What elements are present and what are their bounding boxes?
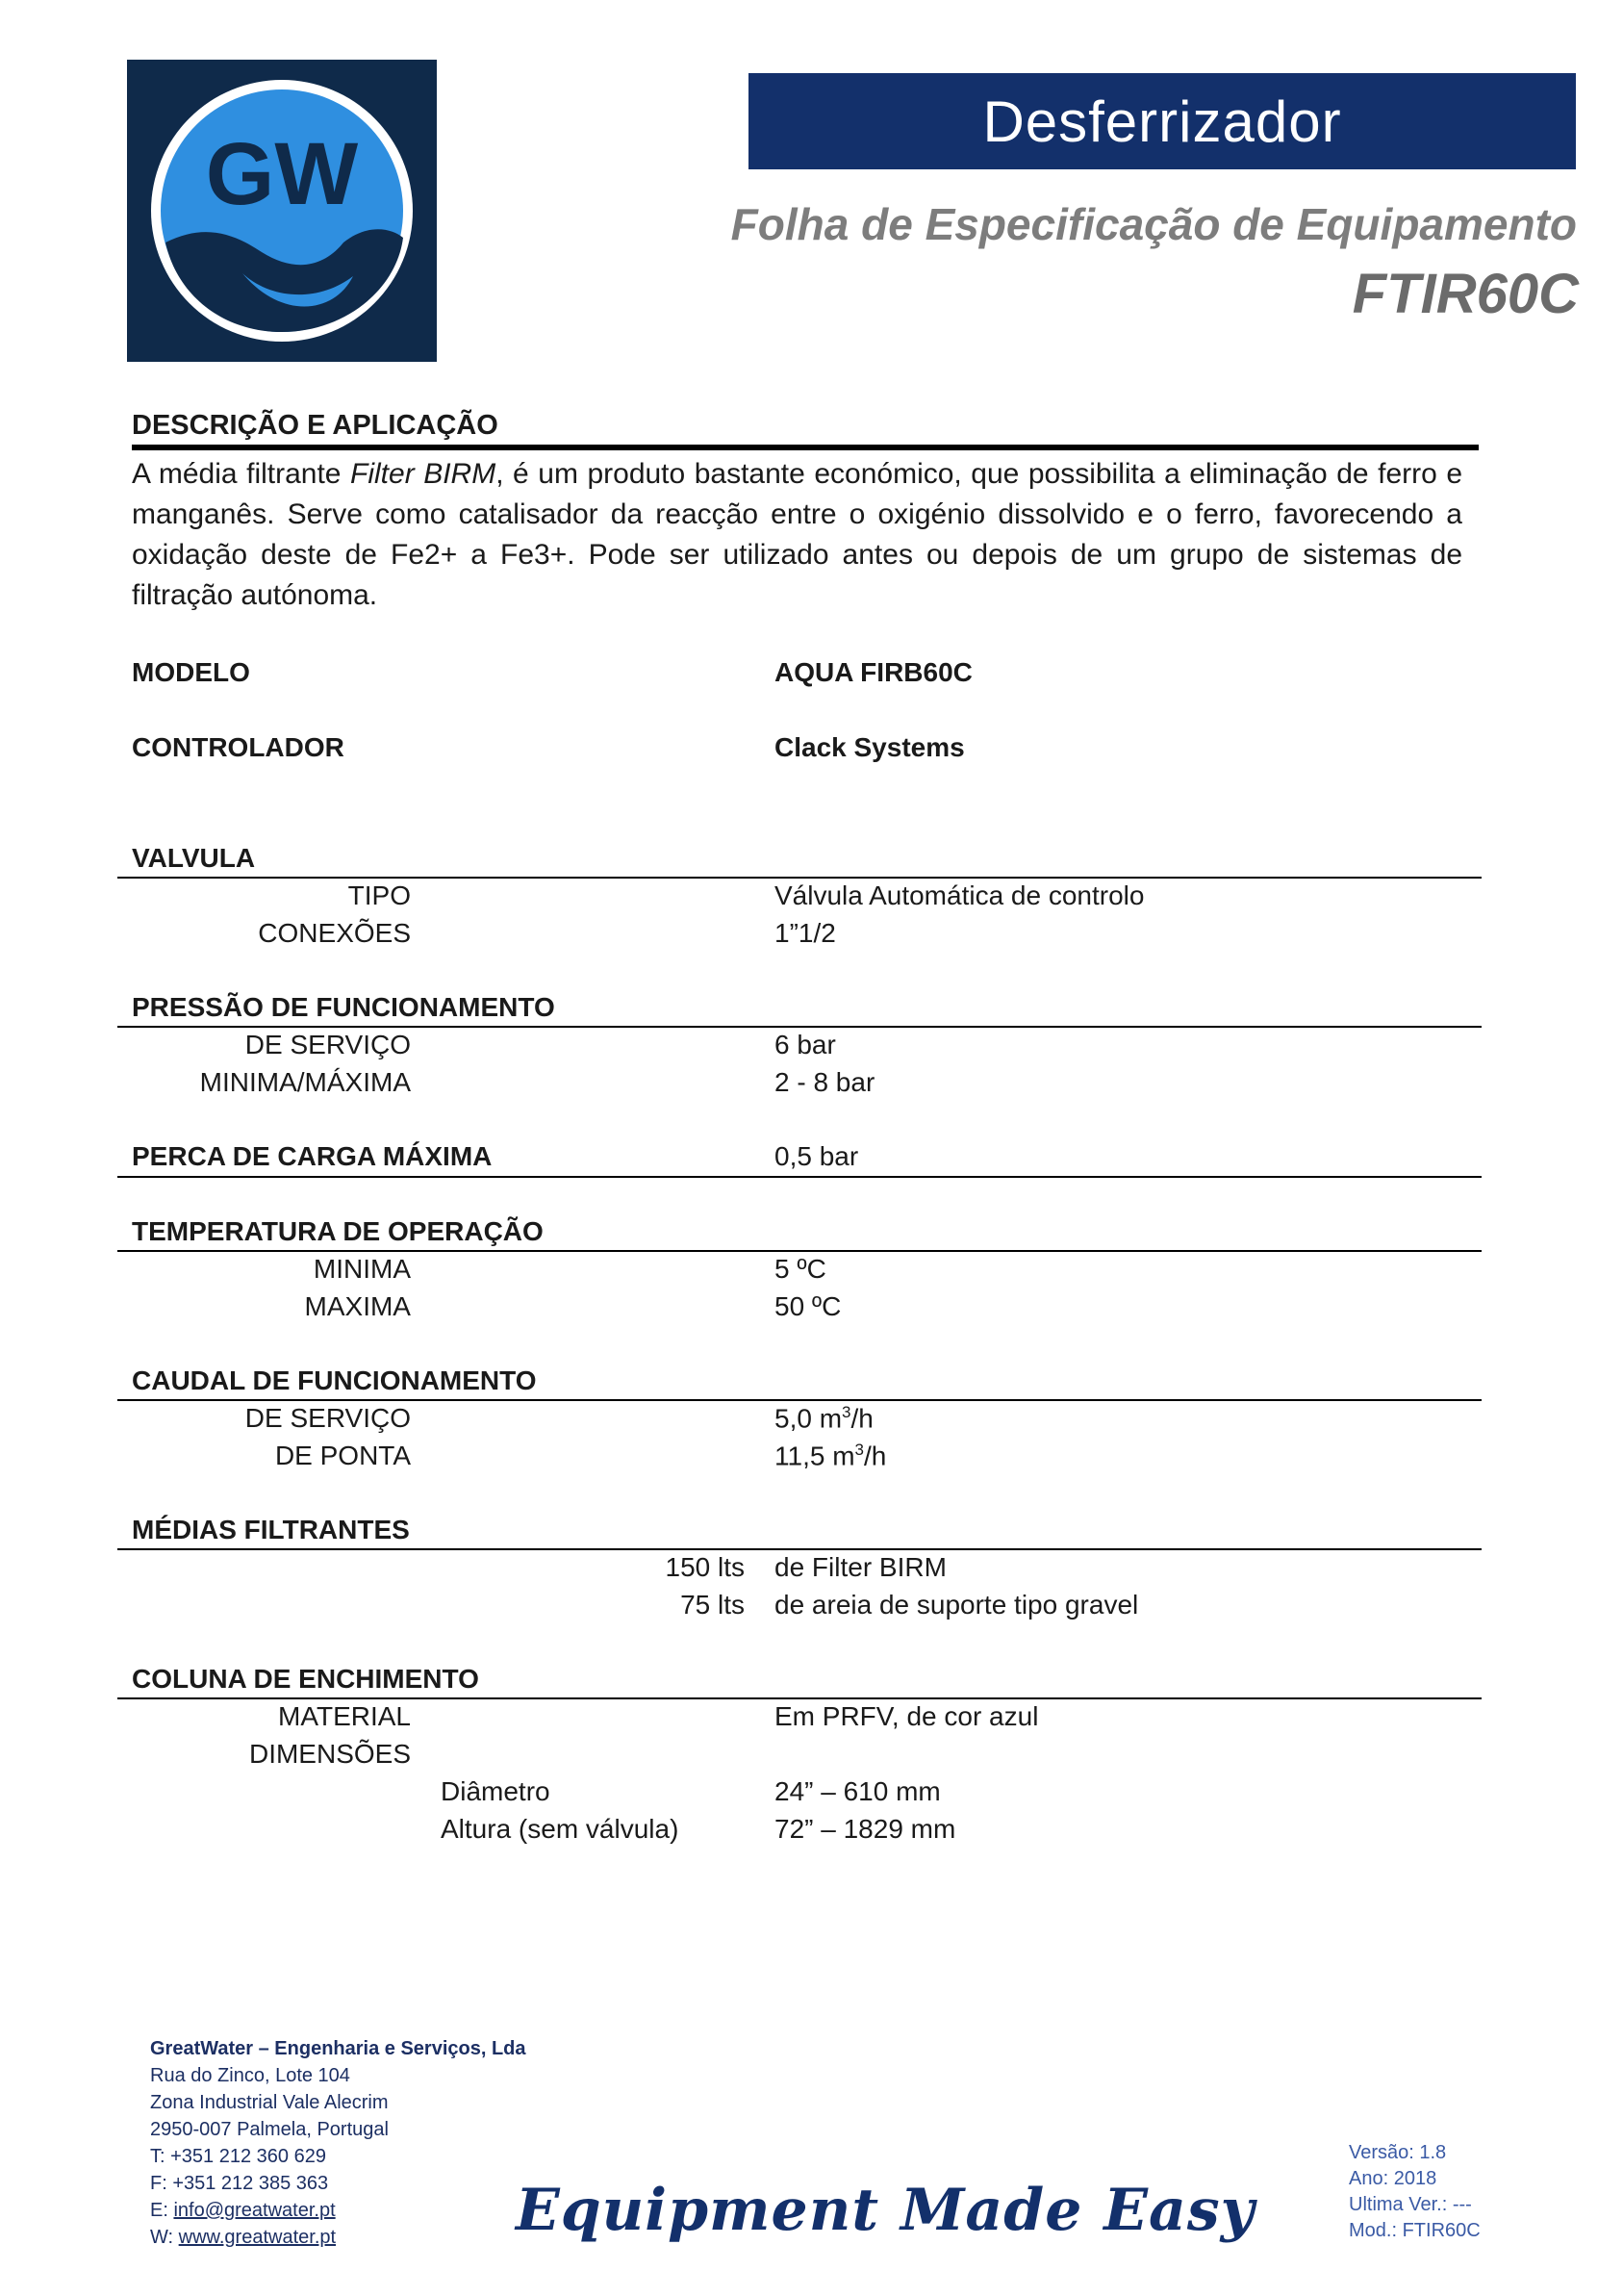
temperature-section-title: TEMPERATURA DE OPERAÇÃO: [132, 1216, 544, 1246]
section-divider: [117, 1250, 1482, 1252]
footer-email-label: E:: [150, 2200, 174, 2221]
email-link[interactable]: info@greatwater.pt: [173, 2200, 336, 2221]
controller-label: CONTROLADOR: [132, 732, 344, 762]
column-height-label: Altura (sem válvula): [441, 1814, 679, 1844]
section-divider: [117, 1548, 1482, 1550]
media-name-birm: de Filter BIRM: [774, 1552, 947, 1582]
column-height-value: 72” – 1829 mm: [774, 1814, 956, 1844]
pressure-section-title: PRESSÃO DE FUNCIONAMENTO: [132, 992, 555, 1022]
temperature-min-value: 5 ºC: [774, 1254, 826, 1284]
column-material-value: Em PRFV, de cor azul: [774, 1701, 1039, 1731]
document-version: Versão: 1.8: [1349, 2142, 1447, 2163]
valve-type-label: TIPO: [347, 880, 411, 910]
pressure-range-value: 2 - 8 bar: [774, 1067, 875, 1097]
media-qty-gravel: 75 lts: [680, 1590, 745, 1620]
footer-web-label: W:: [150, 2227, 179, 2248]
flow-service-value: [774, 1403, 874, 1434]
document-model-ref: Mod.: FTIR60C: [1349, 2220, 1481, 2241]
footer-address-line3: 2950-007 Palmela, Portugal: [150, 2119, 389, 2140]
media-name-gravel: de areia de suporte tipo gravel: [774, 1590, 1139, 1620]
head-loss-value: 0,5 bar: [774, 1141, 859, 1171]
flow-unit-suffix: /h: [864, 1441, 887, 1471]
description-text-end: , é um produto bastante económico, que possibilita a eliminação de ferro e manganês. Serve como catalisador da reacção entre o oxigénio dissolvido e o ferro, favorecendo a oxidação deste de Fe2+ a Fe3+. Pode ser utilizado antes ou depois de um grupo de sistemas de filtração autónoma.: [132, 458, 1463, 611]
flow-service-label: DE SERVIÇO: [244, 1403, 411, 1433]
flow-peak-value: [774, 1441, 886, 1471]
column-dimensions-label: DIMENSÕES: [248, 1739, 411, 1769]
model-label: MODELO: [132, 657, 250, 687]
column-material-label: MATERIAL: [278, 1701, 411, 1731]
description-text: [132, 454, 1462, 616]
section-divider: [117, 877, 1482, 879]
footer-address-line2: Zona Industrial Vale Alecrim: [150, 2092, 389, 2113]
media-section-title: MÉDIAS FILTRANTES: [132, 1515, 410, 1544]
section-divider: [117, 1697, 1482, 1699]
column-section-title: COLUNA DE ENCHIMENTO: [132, 1664, 479, 1694]
pressure-service-label: DE SERVIÇO: [244, 1030, 411, 1059]
slogan: Equipment Made Easy: [516, 2177, 1255, 2244]
description-divider: [132, 445, 1479, 450]
flow-service-number: 5,0: [774, 1403, 812, 1434]
flow-peak-label: DE PONTA: [274, 1441, 411, 1470]
description-text-product: Filter BIRM: [350, 458, 496, 490]
footer-company-name: GreatWater – Engenharia e Serviços, Lda: [150, 2038, 526, 2059]
model-value: AQUA FIRB60C: [774, 657, 973, 687]
pressure-service-value: 6 bar: [774, 1030, 836, 1059]
valve-connections-label: CONEXÕES: [258, 918, 411, 948]
flow-unit: m: [832, 1441, 855, 1471]
temperature-max-label: MAXIMA: [304, 1291, 411, 1321]
head-loss-title: PERCA DE CARGA MÁXIMA: [132, 1141, 493, 1171]
flow-unit-exponent: 3: [854, 1441, 864, 1459]
flow-peak-number: 11,5: [774, 1441, 825, 1471]
section-divider: [117, 1176, 1482, 1178]
model-code: FTIR60C: [1352, 263, 1579, 325]
valve-section-title: VALVULA: [132, 843, 256, 873]
column-diameter-value: 24” – 610 mm: [774, 1776, 941, 1806]
footer-phone: T: +351 212 360 629: [150, 2146, 326, 2167]
document-subtitle: Folha de Especificação de Equipamento: [730, 199, 1577, 249]
flow-unit-suffix: /h: [850, 1403, 874, 1434]
pressure-range-label: MINIMA/MÁXIMA: [199, 1067, 411, 1097]
logo-text: GW: [205, 125, 359, 223]
column-diameter-label: Diâmetro: [441, 1776, 550, 1806]
website-link[interactable]: www.greatwater.pt: [178, 2227, 337, 2248]
footer-address-line1: Rua do Zinco, Lote 104: [150, 2065, 350, 2086]
temperature-max-value: 50 ºC: [774, 1291, 842, 1321]
section-divider: [117, 1399, 1482, 1401]
footer-website: [150, 2227, 336, 2249]
section-divider: [117, 1026, 1482, 1028]
document-title: Desferrizador: [748, 73, 1576, 169]
media-qty-birm: 150 lts: [665, 1552, 745, 1582]
flow-unit-exponent: 3: [842, 1403, 851, 1421]
description-heading: DESCRIÇÃO E APLICAÇÃO: [132, 410, 498, 441]
footer-email: [150, 2200, 336, 2222]
controller-value: Clack Systems: [774, 732, 965, 762]
flow-unit: m: [819, 1403, 843, 1434]
logo-graphic: [127, 60, 437, 362]
valve-connections-value: 1”1/2: [774, 918, 836, 948]
flow-section-title: CAUDAL DE FUNCIONAMENTO: [132, 1365, 537, 1395]
valve-type-value: Válvula Automática de controlo: [774, 880, 1145, 910]
company-logo: [127, 60, 437, 362]
footer-fax: F: +351 212 385 363: [150, 2173, 329, 2194]
document-last-version: Ultima Ver.: ---: [1349, 2194, 1472, 2215]
document-year: Ano: 2018: [1349, 2168, 1437, 2189]
description-text-start: A média filtrante: [132, 458, 351, 490]
temperature-min-label: MINIMA: [313, 1254, 411, 1284]
